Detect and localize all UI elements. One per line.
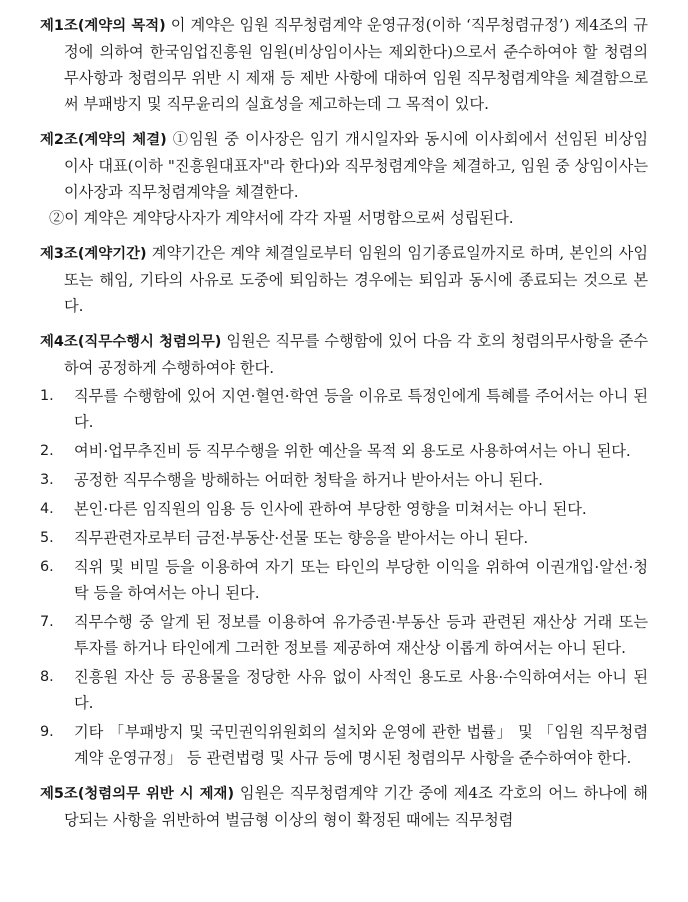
list-item bbox=[40, 664, 648, 716]
list-item-number: 8. bbox=[40, 669, 54, 685]
list-item bbox=[40, 609, 648, 661]
article-1-paragraph bbox=[40, 12, 648, 117]
list-item bbox=[40, 467, 648, 493]
list-item bbox=[40, 554, 648, 606]
list-item-text: 본인·다른 임직원의 임용 등 인사에 관하여 부당한 영향을 미쳐서는 아니 된다. bbox=[74, 500, 587, 518]
article-3 bbox=[40, 240, 648, 319]
list-item-number: 2. bbox=[40, 443, 54, 459]
list-item-text: 진흥원 자산 등 공용물을 정당한 사유 없이 사적인 용도로 사용·수익하여서는 아니 된다. bbox=[74, 668, 648, 712]
list-item-text: 직무관련자로부터 금전·부동산·선물 또는 향응을 받아서는 아니 된다. bbox=[74, 529, 529, 547]
article-4-heading: 제4조(직무수행시 청렴의무) bbox=[40, 334, 222, 350]
article-2-paragraph-2 bbox=[40, 205, 648, 231]
list-item bbox=[40, 719, 648, 771]
list-item-text: 공정한 직무수행을 방해하는 어떠한 청탁을 하거나 받아서는 아니 된다. bbox=[74, 471, 543, 489]
article-3-text: 계약기간은 계약 체결일로부터 임원의 임기종료일까지로 하며, 본인의 사임 또는 해임, 기타의 사유로 도중에 퇴임하는 경우에는 퇴임과 동시에 종료되는 것으로 본다. bbox=[64, 244, 648, 315]
list-item-number: 6. bbox=[40, 559, 54, 575]
list-item-number: 7. bbox=[40, 614, 54, 630]
list-item-number: 3. bbox=[40, 472, 54, 488]
list-item-text: 직무수행 중 알게 된 정보를 이용하여 유가증권·부동산 등과 관련된 재산상 거래 또는 투자를 하거나 타인에게 그러한 정보를 제공하여 재산상 이롭게 하여서는 아니 된다. bbox=[74, 613, 648, 657]
article-1-heading: 제1조(계약의 목적) bbox=[40, 18, 166, 34]
article-5 bbox=[40, 780, 648, 833]
article-5-paragraph bbox=[40, 780, 648, 833]
article-4-paragraph bbox=[40, 328, 648, 381]
article-2-text-1: ①임원 중 이사장은 임기 개시일자와 동시에 이사회에서 선임된 비상임이사 대표(이하 "진흥원대표자"라 한다)와 직무청렴계약을 체결하고, 임원 중 상임이사는 이사장과 직무청렴계약을 체결한다. bbox=[64, 130, 648, 201]
list-item bbox=[40, 383, 648, 435]
article-1-text: 이 계약은 임원 직무청렴계약 운영규정(이하 ‘직무청렴규정’) 제4조의 규정에 의하여 한국임업진흥원 임원(비상임이사는 제외한다)으로서 준수하여야 할 청렴의무사항과 청렴의무 위반 시 제재 등 제반 사항에 대하여 임원 직무청렴계약을 체결함으로써 부패방지 및 직무윤리의 실효성을 제고하는데 그 목적이 있다. bbox=[64, 16, 648, 113]
article-3-heading: 제3조(계약기간) bbox=[40, 246, 147, 262]
list-item-number: 4. bbox=[40, 501, 54, 517]
article-3-paragraph bbox=[40, 240, 648, 319]
list-item-number: 9. bbox=[40, 724, 54, 740]
list-item-text: 직무를 수행함에 있어 지연·혈연·학연 등을 이유로 특정인에게 특혜를 주어서는 아니 된다. bbox=[74, 387, 648, 431]
article-2-paragraph-1 bbox=[40, 126, 648, 205]
list-item-text: 직위 및 비밀 등을 이용하여 자기 또는 타인의 부당한 이익을 위하여 이권개입·알선·청탁 등을 하여서는 아니 된다. bbox=[74, 558, 648, 602]
article-2-text-2: ②이 계약은 계약당사자가 계약서에 각각 자필 서명함으로써 성립된다. bbox=[49, 209, 514, 227]
article-2-heading: 제2조(계약의 체결) bbox=[40, 132, 167, 148]
article-4-text: 임원은 직무를 수행함에 있어 다음 각 호의 청렴의무사항을 준수하여 공정하게 수행하여야 한다. bbox=[64, 332, 648, 377]
article-4-item-list bbox=[40, 383, 648, 771]
list-item bbox=[40, 438, 648, 464]
article-4 bbox=[40, 328, 648, 771]
article-1 bbox=[40, 12, 648, 117]
list-item bbox=[40, 525, 648, 551]
article-2 bbox=[40, 126, 648, 231]
list-item-number: 5. bbox=[40, 530, 54, 546]
list-item-text: 여비·업무추진비 등 직무수행을 위한 예산을 목적 외 용도로 사용하여서는 아니 된다. bbox=[74, 442, 631, 460]
list-item-text: 기타 「부패방지 및 국민권익위원회의 설치와 운영에 관한 법률」 및 「임원 직무청렴계약 운영규정」 등 관련법령 및 사규 등에 명시된 청렴의무 사항을 준수하여야 한다. bbox=[74, 723, 648, 767]
article-5-heading: 제5조(청렴의무 위반 시 제재) bbox=[40, 786, 235, 802]
article-5-text: 임원은 직무청렴계약 기간 중에 제4조 각호의 어느 하나에 해당되는 사항을 위반하여 벌금형 이상의 형이 확정된 때에는 직무청렴 bbox=[64, 784, 648, 829]
list-item bbox=[40, 496, 648, 522]
list-item-number: 1. bbox=[40, 388, 54, 404]
